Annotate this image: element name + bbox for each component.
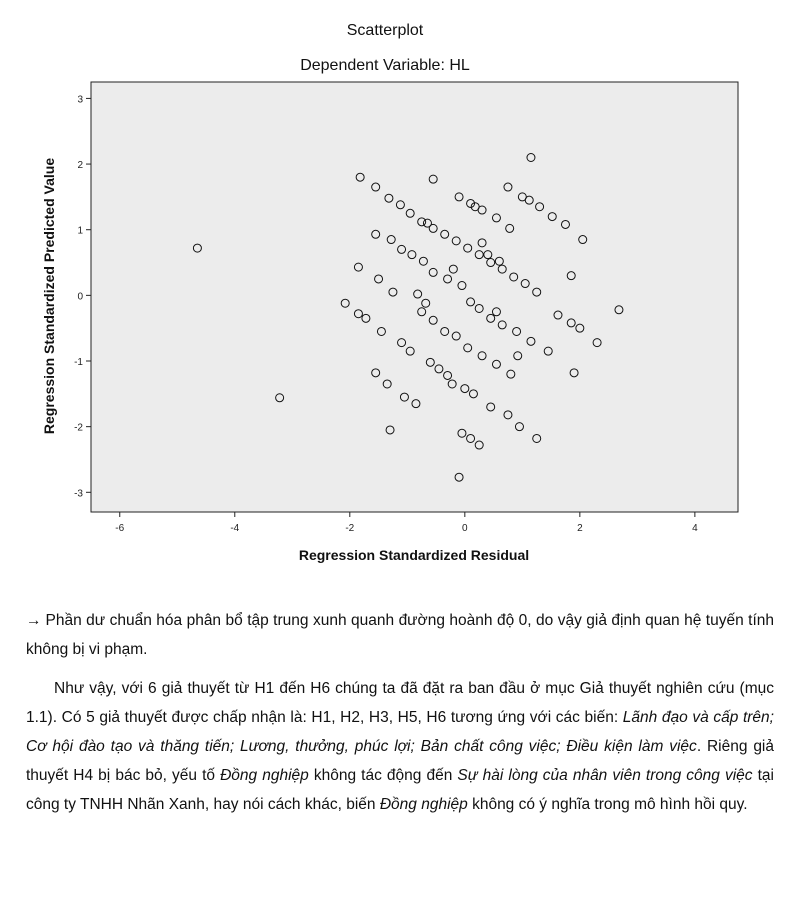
coworker-term-2: Đồng nghiệp <box>379 796 468 813</box>
y-tick-label: 0 <box>77 291 83 303</box>
y-tick-label: 3 <box>77 94 83 106</box>
x-tick-label: 4 <box>692 523 698 534</box>
x-axis-label: Regression Standardized Residual <box>298 547 530 563</box>
y-axis-label: Regression Standardized Predicted Value <box>41 157 57 435</box>
variables-list: Lãnh đạo và cấp trên; Cơ hội đào tạo và thăng tiến; Lương, thưởng, phúc lợi; Bản chất công việc; Điều kiện làm việc <box>26 709 774 755</box>
y-tick-label: 2 <box>77 160 83 172</box>
coworker-term: Đồng nghiệp <box>220 767 309 784</box>
chart-subtitle: Dependent Variable: HL <box>300 57 470 74</box>
paragraph-2: Như vậy, với 6 giả thuyết từ H1 đến H6 chúng ta đã đặt ra ban đầu ở mục Giả thuyết nghiên cứu (mục 1.1). Có 5 giả thuyết được chấp nhận là: H1, H2, H3, H5, H6 tương ứng với các biến: Lãnh đạo và cấp trên; Cơ hội đào tạo và thăng tiến; Lương, thưởng, phúc lợi; Bản chất công việc; Điều kiện làm việc. Riêng giả thuyết H4 bị bác bỏ, yếu tố Đồng nghiệp không tác động đến Sự hài lòng của nhân viên trong công việc tại công ty TNHH Nhãn Xanh, hay nói cách khác, biến Đồng nghiệp không có ý nghĩa trong mô hình hồi quy. <box>26 680 774 813</box>
paragraph-1: → Phần dư chuẩn hóa phân bổ tập trung xunh quanh đường hoành độ 0, do vậy giả định quan hệ tuyến tính không bị vi phạm. <box>26 612 774 658</box>
x-tick-label: 0 <box>462 523 468 534</box>
chart-title: Scatterplot <box>346 22 424 39</box>
y-tick-label: 1 <box>77 225 83 237</box>
x-axis <box>115 512 698 534</box>
body-text <box>26 606 774 819</box>
x-tick-label: -6 <box>115 523 125 534</box>
arrow-icon: → <box>26 612 42 629</box>
x-tick-label: -2 <box>345 523 355 534</box>
x-tick-label: -4 <box>230 523 240 534</box>
x-tick-label: 2 <box>577 523 583 534</box>
y-axis <box>74 94 91 499</box>
satisfaction-term: Sự hài lòng của nhân viên trong công việc <box>457 767 753 784</box>
y-tick-label: -2 <box>74 422 83 434</box>
y-tick-label: -3 <box>74 488 83 500</box>
y-tick-label: -1 <box>74 357 83 369</box>
